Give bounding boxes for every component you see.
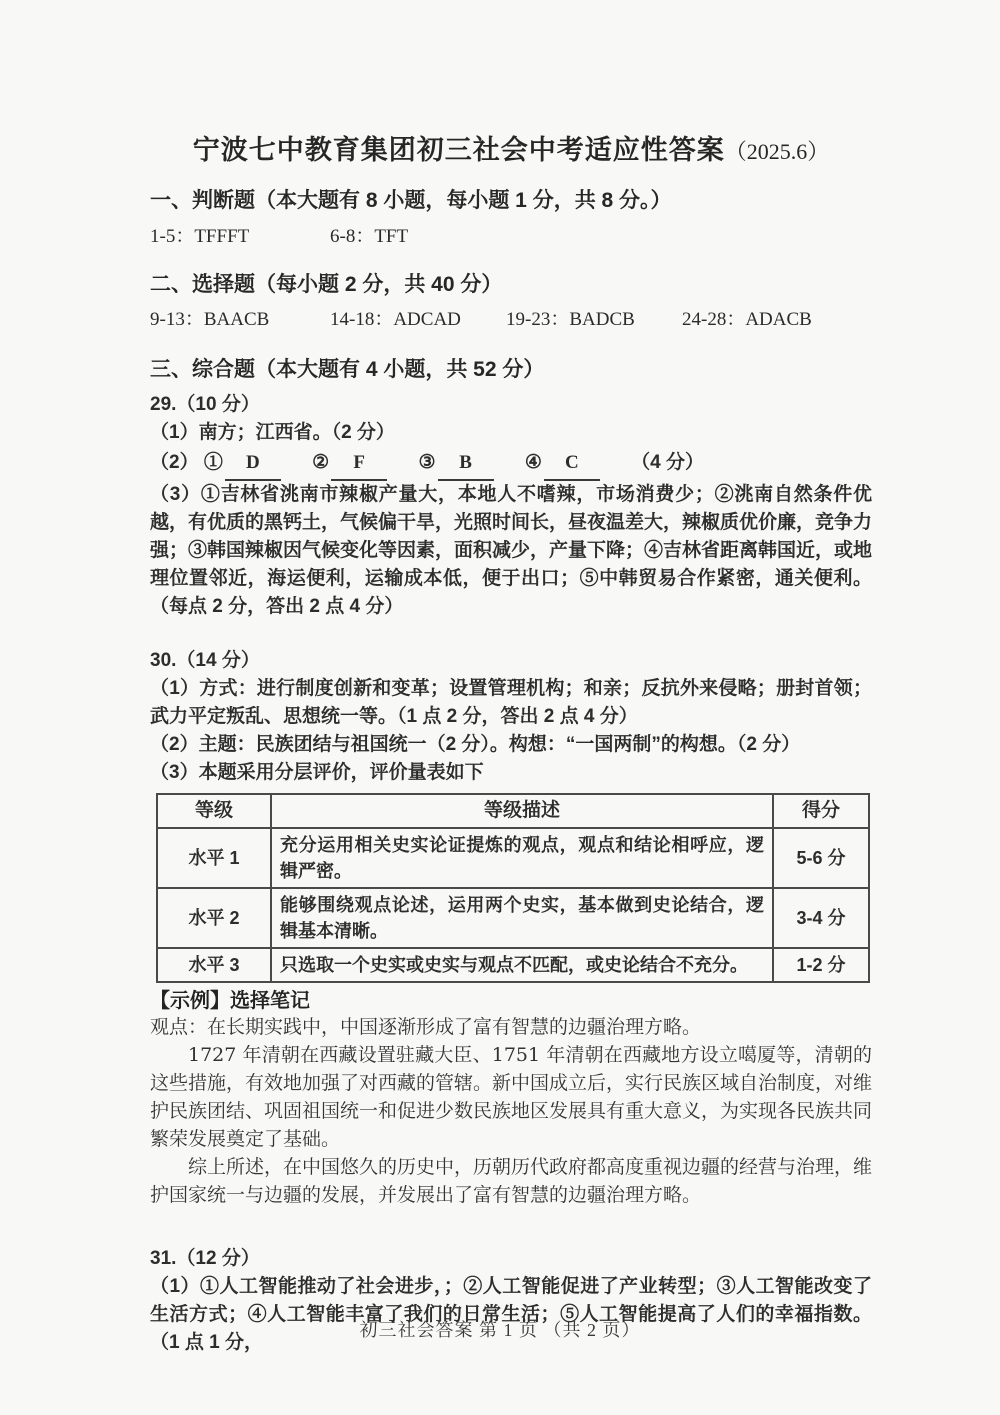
choice-answer-group-4: 24-28：ADACB <box>682 309 812 330</box>
q29-blank-3-num: ③ <box>418 452 436 473</box>
rubric-desc-1: 充分运用相关史实论证提炼的观点，观点和结论相呼应，逻辑严密。 <box>271 828 773 888</box>
rubric-row-level2 <box>157 888 869 948</box>
rubric-desc-2: 能够围绕观点论述，运用两个史实，基本做到史论结合，逻辑基本清晰。 <box>271 888 773 948</box>
q30-part3: （3）本题采用分层评价，评价量表如下 <box>150 762 484 783</box>
q29-blank-1-answer: D <box>225 447 281 481</box>
q29-heading: 29.（10 分） <box>150 394 260 415</box>
section-judgement-heading: 一、判断题（本大题有 8 小题，每小题 1 分，共 8 分。） <box>150 189 672 212</box>
section-comprehensive-heading: 三、综合题（本大题有 4 小题，共 52 分） <box>150 358 545 381</box>
page-footer: 初三社会答案 第 1 页 （共 2 页） <box>359 1320 641 1340</box>
q29-blank-1-num: ① <box>203 452 223 473</box>
q31-part1: （1）①人工智能推动了社会进步，；②人工智能促进了产业转型；③人工智能改变了生活方式；④人工智能丰富了我们的日常生活；⑤人工智能提高了人们的幸福指数。（1 点 1 分， <box>150 1276 872 1353</box>
rubric-score-3: 1-2 分 <box>773 948 869 982</box>
section-choice-heading: 二、选择题（每小题 2 分，共 40 分） <box>150 273 503 296</box>
document-content <box>150 0 872 1357</box>
rubric-row-level1 <box>157 828 869 888</box>
q30-example-paragraph-1: 1727 年清朝在西藏设置驻藏大臣、1751 年清朝在西藏地方设立噶厦等，清朝的这些措施，有效地加强了对西藏的管辖。新中国成立后，实行民族区域自治制度，对维护民族团结、巩固祖国统一和促进少数民族地区发展具有重大意义，为实现各民族共同繁荣发展奠定了基础。 <box>150 1044 873 1150</box>
q30-example-viewpoint: 观点：在长期实践中，中国逐渐形成了富有智慧的边疆治理方略。 <box>150 1016 702 1038</box>
q29-blank-2-answer: F <box>331 447 387 481</box>
q30-part2: （2）主题：民族团结与祖国统一（2 分）。构想：“一国两制”的构想。（2 分） <box>150 734 801 755</box>
q31-heading: 31.（12 分） <box>150 1248 260 1269</box>
q30-example-label: 【示例】选择笔记 <box>150 988 310 1012</box>
rubric-header-score: 得分 <box>773 794 869 828</box>
q29-part2-suffix: （4 分） <box>631 452 704 473</box>
page-title <box>150 132 872 170</box>
title-text: 宁波七中教育集团初三社会中考适应性答案 <box>192 135 725 165</box>
q30-example-paragraph-2: 综上所述，在中国悠久的历史中，历朝历代政府都高度重视边疆的经营与治理，维护国家统一与边疆的发展，并发展出了富有智慧的边疆治理方略。 <box>150 1156 873 1206</box>
q29-blank-3-answer: B <box>438 447 494 481</box>
judgement-answer-group-1: 1-5：TFFFT <box>150 226 250 247</box>
title-date: （2025.6） <box>724 139 830 164</box>
rubric-desc-3: 只选取一个史实或史实与观点不匹配，或史论结合不充分。 <box>271 948 773 982</box>
rubric-score-1: 5-6 分 <box>773 828 869 888</box>
rubric-header-level: 等级 <box>157 794 271 828</box>
rubric-level-1: 水平 1 <box>157 828 271 888</box>
rubric-level-2: 水平 2 <box>157 888 271 948</box>
judgement-answer-group-2: 6-8：TFT <box>330 226 409 247</box>
judgement-answers-row <box>150 222 872 251</box>
q29-blank-4-answer: C <box>544 447 600 481</box>
choice-answer-group-1: 9-13：BAACB <box>150 309 270 330</box>
q29-blank-4-num: ④ <box>524 452 542 473</box>
q29-part1: （1）南方；江西省。（2 分） <box>150 422 395 443</box>
q29-part2-prefix: （2） <box>150 452 199 473</box>
rubric-header-desc: 等级描述 <box>271 794 773 828</box>
rubric-header-row <box>157 794 869 828</box>
q29-blank-2-num: ② <box>312 452 330 473</box>
q29-part3: （3）①吉林省洮南市辣椒产量大，本地人不嗜辣，市场消费少；②洮南自然条件优越，有优质的黑钙土，气候偏干旱，光照时间长，昼夜温差大，辣椒质优价廉，竞争力强；③韩国辣椒因气候变化等因素，面积减少，产量下降；④吉林省距离韩国近，或地理位置邻近，海运便利，运输成本低，便于出口；⑤中韩贸易合作紧密，通关便利。（每点 2 分，答出 2 点 4 分） <box>150 484 873 617</box>
rubric-score-2: 3-4 分 <box>773 888 869 948</box>
q30-part1: （1）方式：进行制度创新和变革；设置管理机构；和亲；反抗外来侵略；册封首领；武力平定叛乱、思想统一等。（1 点 2 分，答出 2 点 4 分） <box>150 678 872 727</box>
choice-answer-group-2: 14-18：ADCAD <box>330 309 461 330</box>
choice-answers-row <box>150 305 872 334</box>
rubric-level-3: 水平 3 <box>157 948 271 982</box>
choice-answer-group-3: 19-23：BADCB <box>506 309 635 330</box>
q30-heading: 30.（14 分） <box>150 650 260 671</box>
q29-part2 <box>150 447 872 481</box>
q30-rubric-table <box>156 793 870 983</box>
rubric-row-level3 <box>157 948 869 982</box>
